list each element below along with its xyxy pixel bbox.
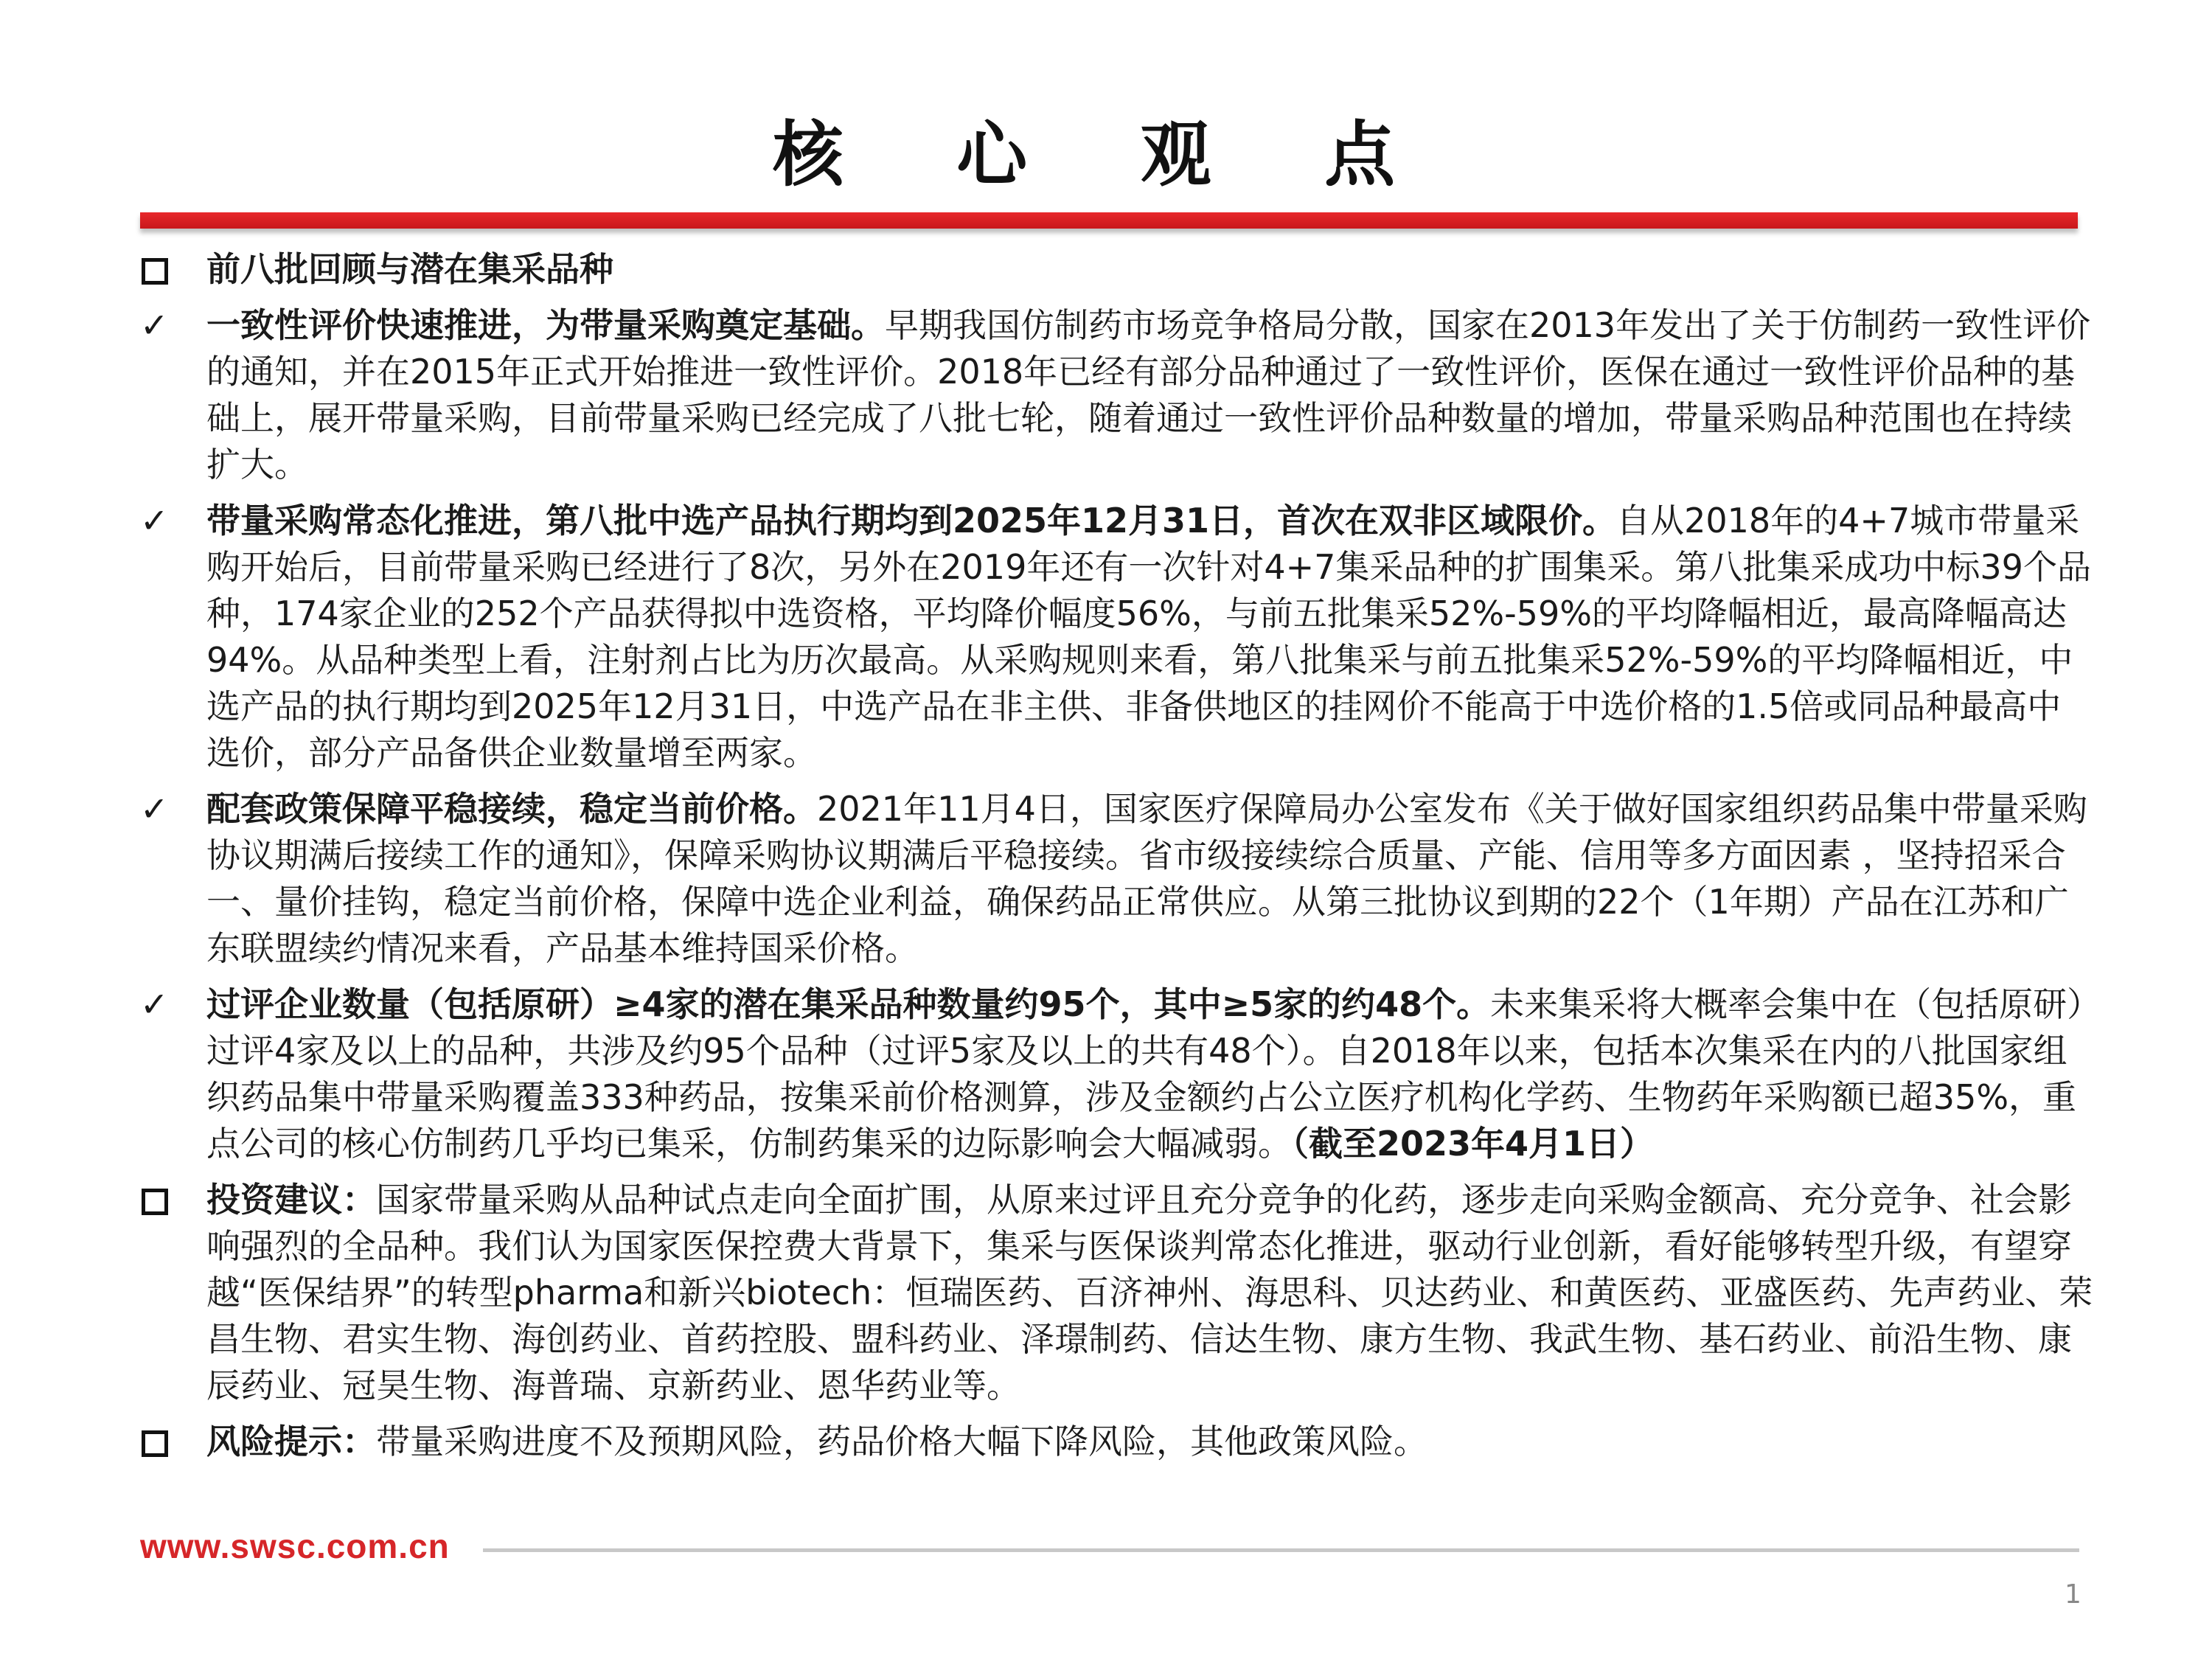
point-potential-varieties [140, 981, 2094, 1167]
point-consistency-evaluation [140, 302, 2094, 488]
section-heading: 投资建议： [206, 1180, 376, 1220]
section-heading: 前八批回顾与潜在集采品种 [206, 249, 613, 289]
point-date-note: （截至2023年4月1日） [1292, 1124, 1655, 1164]
section-investment-advice [140, 1177, 2094, 1409]
title-divider [140, 212, 2078, 229]
section-risk-warning [140, 1419, 2094, 1465]
footer-website-link[interactable]: www.swsc.com.cn [140, 1527, 450, 1565]
checkmark-icon: ✓ [140, 789, 169, 829]
point-normalized-procurement [140, 498, 2094, 776]
point-text: 自从2018年的4+7城市带量采购开始后，目前带量采购已经进行了8次，另外在2019年还有一次针对4+7集采品种的扩围集采。第八批集采成功中标39个品种，174家企业的252个产品获得拟中选资格，平均降价幅度56%，与前五批集采52%-59%的平均降幅相近，最高降幅高达94%。从品种类型上看，注射剂占比为历次最高。从采购规则来看，第八批集采与前五批集采52%-59%的平均降幅相近，中选产品的执行期均到2025年12月31日，中选产品在非主供、非备供地区的挂网价不能高于中选价格的1.5倍或同品种最高中选价，部分产品备供企业数量增至两家。 [206, 501, 2091, 773]
square-bullet-icon [140, 1419, 184, 1469]
point-text: 早期我国仿制药市场竞争格局分散，国家在2013年发出了关于仿制药一致性评价的通知，并在2015年正式开始推进一致性评价。2018年已经有部分品种通过了一致性评价，医保在通过一致性评价品种的基础上，展开带量采购，目前带量采购已经完成了八批七轮，随着通过一致性评价品种数量的增加，带量采购品种范围也在持续扩大。 [206, 305, 2091, 484]
section-review [140, 246, 2094, 293]
point-heading: 过评企业数量（包括原研）≥4家的潜在集采品种数量约95个，其中≥5家的约48个。 [206, 984, 1491, 1024]
point-text: 未来集采将大概率会集中在（包括原研）过评4家及以上的品种，共涉及约95个品种（过评5家及以上的共有48个）。自2018年以来，包括本次集采在内的八批国家组织药品集中带量采购覆盖333种药品，按集采前价格测算，涉及金额约占公立医疗机构化学药、生物药年采购额已超35%，重点公司的核心仿制药几乎均已集采，仿制药集采的边际影响会大幅减弱。 [206, 984, 2084, 1164]
point-policy-continuation [140, 786, 2094, 972]
point-heading: 带量采购常态化推进，第八批中选产品执行期均到2025年12月31日，首次在双非区域限价。 [206, 501, 1617, 540]
point-heading: 一致性评价快速推进，为带量采购奠定基础。 [206, 305, 885, 345]
point-text: 2021年11月4日，国家医疗保障局办公室发布《关于做好国家组织药品集中带量采购协议期满后接续工作的通知》，保障采购协议期满后平稳接续。省市级接续综合质量、产能、信用等多方面因素 ，坚持招采合一、量价挂钩，稳定当前价格，保障中选企业利益，确保药品正常供应。从第三批协议到期的22个（1年期）产品在江苏和广东联盟续约情况来看，产品基本维持国采价格。 [206, 789, 2087, 968]
square-bullet-icon [140, 246, 184, 296]
core-views-content [140, 246, 2094, 1475]
page-title: 核 心 观 点 [772, 114, 1440, 196]
page-number: 1 [2065, 1579, 2081, 1610]
point-heading: 配套政策保障平稳接续，稳定当前价格。 [206, 789, 817, 829]
checkmark-icon: ✓ [140, 305, 169, 345]
section-text: 带量采购进度不及预期风险，药品价格大幅下降风险，其他政策风险。 [376, 1422, 1427, 1461]
checkmark-icon: ✓ [140, 984, 169, 1024]
section-heading: 风险提示： [206, 1422, 376, 1461]
square-bullet-icon [140, 1177, 184, 1227]
footer-divider [483, 1548, 2079, 1552]
section-text: 国家带量采购从品种试点走向全面扩围，从原来过评且充分竞争的化药，逐步走向采购金额高、充分竞争、社会影响强烈的全品种。我们认为国家医保控费大背景下，集采与医保谈判常态化推进，驱动行业创新，看好能够转型升级，有望穿越“医保结界”的转型pharma和新兴biotech：恒瑞医药、百济神州、海思科、贝达药业、和黄医药、亚盛医药、先声药业、荣昌生物、君实生物、海创药业、首药控股、盟科药业、泽璟制药、信达生物、康方生物、我武生物、基石药业、前沿生物、康辰药业、冠昊生物、海普瑞、京新药业、恩华药业等。 [206, 1180, 2093, 1405]
checkmark-icon: ✓ [140, 501, 169, 540]
